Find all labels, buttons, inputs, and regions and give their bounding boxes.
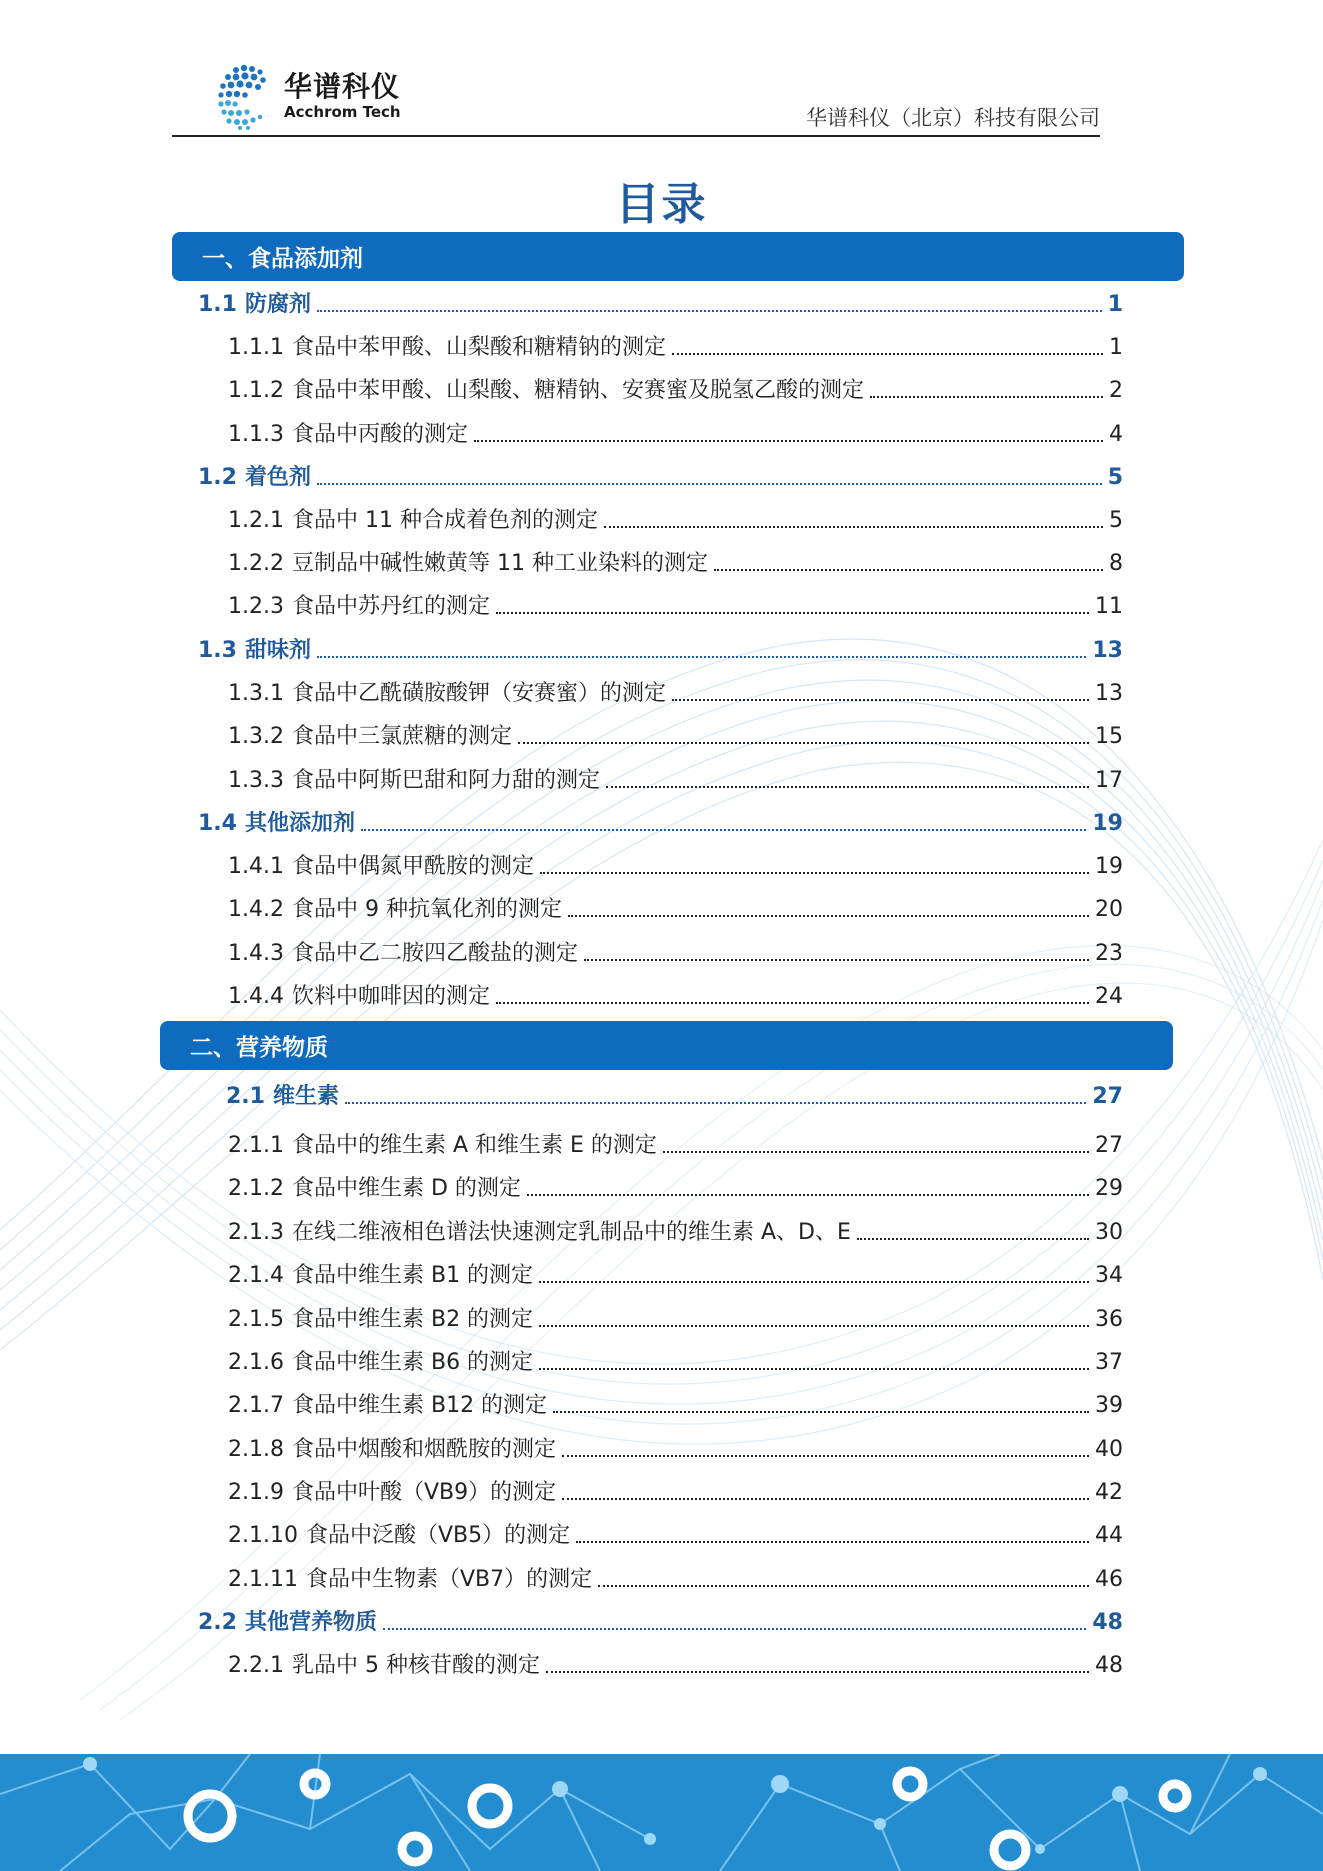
footer-network-decoration	[0, 1754, 1323, 1871]
toc-entry-title: 甜味剂	[244, 638, 311, 663]
toc-dot-leader	[361, 829, 1086, 831]
toc-entry-number: 1.3.3	[228, 768, 284, 793]
toc-entry-title: 食品中乙酰磺胺酸钾（安赛蜜）的测定	[291, 681, 666, 706]
toc-page-number: 39	[1095, 1393, 1123, 1418]
toc-entry-1-1-2[interactable]	[228, 372, 1123, 406]
logo-english-name: Acchrom Tech	[284, 103, 401, 121]
toc-entry-number: 1.3.1	[228, 681, 284, 706]
toc-entry-2-1-10[interactable]	[228, 1517, 1123, 1551]
toc-entry-2-1-8[interactable]	[228, 1431, 1123, 1465]
toc-entry-2-1-4[interactable]	[228, 1257, 1123, 1291]
section-header-nutrients	[160, 1021, 1173, 1070]
toc-dot-leader	[604, 526, 1103, 528]
toc-page-number: 19	[1095, 854, 1123, 879]
toc-entry-2-1-6[interactable]	[228, 1344, 1123, 1378]
toc-page-number: 20	[1095, 897, 1123, 922]
toc-entry-2-1-9[interactable]	[228, 1474, 1123, 1508]
section-header-food-additives	[172, 232, 1184, 281]
toc-entry-title: 食品中维生素 B2 的测定	[291, 1307, 534, 1332]
toc-entry-1-3-3[interactable]	[228, 762, 1123, 796]
toc-entry-number: 2.1.2	[228, 1176, 284, 1201]
toc-entry-1-4-3[interactable]	[228, 935, 1123, 969]
toc-entry-title: 食品中维生素 B1 的测定	[291, 1263, 534, 1288]
toc-page-number: 29	[1095, 1176, 1123, 1201]
toc-dot-leader	[584, 959, 1089, 961]
logo-chinese-name: 华谱科仪	[284, 70, 401, 103]
toc-entry-1-4-2[interactable]	[228, 891, 1123, 925]
toc-entry-1-4-1[interactable]	[228, 848, 1123, 882]
toc-entry-1-3-1[interactable]	[228, 675, 1123, 709]
toc-entry-number: 1.4.2	[228, 897, 284, 922]
toc-entry-1-1-3[interactable]	[228, 416, 1123, 450]
toc-entry-1-1[interactable]	[198, 286, 1123, 320]
toc-entry-number: 2.1	[226, 1084, 265, 1109]
toc-page-number: 17	[1095, 768, 1123, 793]
toc-entry-1-3[interactable]	[198, 632, 1123, 666]
toc-entry-2-1-5[interactable]	[228, 1301, 1123, 1335]
toc-entry-number: 1.1.2	[228, 378, 284, 403]
toc-dot-leader	[317, 656, 1086, 658]
toc-page-number: 46	[1095, 1567, 1123, 1592]
toc-entry-number: 1.4	[198, 811, 237, 836]
toc-entry-title: 防腐剂	[244, 292, 311, 317]
toc-page-number: 37	[1095, 1350, 1123, 1375]
toc-page-number: 40	[1095, 1437, 1123, 1462]
toc-page-number: 5	[1107, 465, 1123, 490]
company-logo	[214, 62, 401, 130]
toc-entry-number: 1.2.2	[228, 551, 284, 576]
toc-dot-leader	[663, 1151, 1089, 1153]
toc-entry-number: 1.1.1	[228, 335, 284, 360]
toc-entry-number: 2.1.4	[228, 1263, 284, 1288]
toc-page-number: 13	[1095, 681, 1123, 706]
toc-entry-title: 食品中三氯蔗糖的测定	[291, 724, 512, 749]
toc-entry-title: 食品中阿斯巴甜和阿力甜的测定	[291, 768, 600, 793]
toc-page-number: 15	[1095, 724, 1123, 749]
toc-dot-leader	[857, 1238, 1089, 1240]
page-header	[172, 58, 1100, 138]
toc-dot-leader	[672, 353, 1103, 355]
toc-dot-leader	[568, 915, 1089, 917]
toc-entry-title: 其他添加剂	[244, 811, 355, 836]
toc-entry-2-1[interactable]	[226, 1078, 1123, 1112]
section-label: 一、食品添加剂	[202, 246, 363, 272]
toc-page-number: 23	[1095, 941, 1123, 966]
toc-entry-1-4-4[interactable]	[228, 978, 1123, 1012]
toc-entry-number: 2.1.3	[228, 1220, 284, 1245]
logo-globe-icon	[214, 62, 276, 130]
toc-dot-leader	[606, 786, 1089, 788]
toc-page-number: 48	[1092, 1610, 1123, 1635]
toc-entry-1-1-1[interactable]	[228, 329, 1123, 363]
toc-entry-title: 食品中烟酸和烟酰胺的测定	[291, 1437, 556, 1462]
toc-entry-number: 2.1.5	[228, 1307, 284, 1332]
toc-page-number: 27	[1092, 1084, 1123, 1109]
toc-dot-leader	[553, 1411, 1089, 1413]
toc-page-number: 27	[1095, 1133, 1123, 1158]
toc-entry-number: 1.4.1	[228, 854, 284, 879]
toc-page-number: 8	[1109, 551, 1123, 576]
toc-entry-title: 食品中丙酸的测定	[291, 422, 468, 447]
toc-entry-number: 1.3.2	[228, 724, 284, 749]
toc-dot-leader	[527, 1194, 1089, 1196]
section-label: 二、营养物质	[190, 1035, 328, 1061]
toc-page-number: 4	[1109, 422, 1123, 447]
toc-entry-number: 1.4.3	[228, 941, 284, 966]
toc-entry-title: 乳品中 5 种核苷酸的测定	[291, 1653, 540, 1678]
toc-dot-leader	[576, 1541, 1089, 1543]
toc-entry-number: 2.1.9	[228, 1480, 284, 1505]
toc-dot-leader	[317, 310, 1102, 312]
toc-entry-1-4[interactable]	[198, 805, 1123, 839]
toc-entry-2-1-1[interactable]	[228, 1127, 1123, 1161]
toc-entry-title: 食品中维生素 D 的测定	[291, 1176, 521, 1201]
toc-entry-1-2[interactable]	[198, 459, 1123, 493]
toc-entry-title: 食品中泛酸（VB5）的测定	[305, 1523, 571, 1548]
toc-dot-leader	[540, 872, 1089, 874]
toc-entry-title: 食品中叶酸（VB9）的测定	[291, 1480, 557, 1505]
toc-entry-number: 2.1.10	[228, 1523, 298, 1548]
toc-entry-number: 1.1	[198, 292, 237, 317]
toc-dot-leader	[562, 1455, 1089, 1457]
toc-entry-title: 饮料中咖啡因的测定	[291, 984, 490, 1009]
toc-dot-leader	[870, 396, 1103, 398]
toc-entry-2-2[interactable]	[198, 1604, 1123, 1638]
toc-entry-2-1-2[interactable]	[228, 1170, 1123, 1204]
toc-page-number: 44	[1095, 1523, 1123, 1548]
toc-entry-number: 1.3	[198, 638, 237, 663]
toc-entry-number: 1.2.1	[228, 508, 284, 533]
toc-dot-leader	[496, 1002, 1089, 1004]
toc-page-number: 30	[1095, 1220, 1123, 1245]
toc-dot-leader	[518, 742, 1089, 744]
toc-dot-leader	[345, 1102, 1086, 1104]
toc-entry-title: 食品中 11 种合成着色剂的测定	[291, 508, 598, 533]
toc-page-number: 34	[1095, 1263, 1123, 1288]
toc-page-number: 36	[1095, 1307, 1123, 1332]
toc-entry-title: 豆制品中碱性嫩黄等 11 种工业染料的测定	[291, 551, 708, 576]
toc-dot-leader	[317, 483, 1102, 485]
toc-dot-leader	[496, 612, 1089, 614]
toc-entry-title: 食品中维生素 B12 的测定	[291, 1393, 548, 1418]
toc-entry-number: 2.1.1	[228, 1133, 284, 1158]
toc-dot-leader	[474, 440, 1103, 442]
toc-entry-title: 食品中苏丹红的测定	[291, 594, 490, 619]
toc-page-number: 24	[1095, 984, 1123, 1009]
toc-entry-title: 其他营养物质	[244, 1610, 377, 1635]
toc-entry-title: 着色剂	[244, 465, 311, 490]
toc-dot-leader	[562, 1498, 1089, 1500]
toc-entry-number: 1.1.3	[228, 422, 284, 447]
toc-entry-number: 2.1.11	[228, 1567, 298, 1592]
toc-entry-number: 2.1.7	[228, 1393, 284, 1418]
toc-page-number: 5	[1109, 508, 1123, 533]
toc-entry-number: 2.1.8	[228, 1437, 284, 1462]
toc-dot-leader	[672, 699, 1089, 701]
toc-dot-leader	[546, 1671, 1089, 1673]
toc-page-number: 1	[1107, 292, 1123, 317]
toc-entry-1-2-3[interactable]	[228, 588, 1123, 622]
toc-page-number: 2	[1109, 378, 1123, 403]
toc-entry-1-3-2[interactable]	[228, 718, 1123, 752]
toc-dot-leader	[598, 1585, 1089, 1587]
toc-entry-title: 在线二维液相色谱法快速测定乳制品中的维生素 A、D、E	[291, 1220, 851, 1245]
header-divider	[172, 135, 1100, 137]
toc-entry-title: 食品中的维生素 A 和维生素 E 的测定	[291, 1133, 657, 1158]
toc-page-number: 1	[1109, 335, 1123, 360]
toc-entry-title: 食品中 9 种抗氧化剂的测定	[291, 897, 562, 922]
toc-entry-number: 1.4.4	[228, 984, 284, 1009]
toc-page-number: 13	[1092, 638, 1123, 663]
toc-entry-number: 1.2	[198, 465, 237, 490]
toc-entry-title: 食品中苯甲酸、山梨酸、糖精钠、安赛蜜及脱氢乙酸的测定	[291, 378, 864, 403]
toc-dot-leader	[714, 569, 1103, 571]
toc-entry-2-1-3[interactable]	[228, 1214, 1123, 1248]
toc-entry-title: 维生素	[272, 1084, 339, 1109]
company-name: 华谱科仪（北京）科技有限公司	[806, 106, 1100, 130]
toc-entry-number: 2.1.6	[228, 1350, 284, 1375]
toc-entry-title: 食品中生物素（VB7）的测定	[305, 1567, 593, 1592]
toc-entry-title: 食品中乙二胺四乙酸盐的测定	[291, 941, 578, 966]
toc-page-number: 11	[1095, 594, 1123, 619]
toc-entry-2-1-11[interactable]	[228, 1561, 1123, 1595]
toc-page-number: 48	[1095, 1653, 1123, 1678]
toc-entry-2-2-1[interactable]	[228, 1647, 1123, 1681]
toc-entry-number: 2.2.1	[228, 1653, 284, 1678]
toc-entry-number: 1.2.3	[228, 594, 284, 619]
toc-dot-leader	[383, 1628, 1086, 1630]
toc-entry-1-2-2[interactable]	[228, 545, 1123, 579]
toc-page-number: 19	[1092, 811, 1123, 836]
page-title: 目录	[615, 179, 708, 230]
toc-entry-title: 食品中维生素 B6 的测定	[291, 1350, 534, 1375]
toc-dot-leader	[539, 1281, 1089, 1283]
toc-page-number: 42	[1095, 1480, 1123, 1505]
toc-entry-1-2-1[interactable]	[228, 502, 1123, 536]
toc-entry-title: 食品中苯甲酸、山梨酸和糖精钠的测定	[291, 335, 666, 360]
toc-dot-leader	[539, 1368, 1089, 1370]
toc-entry-title: 食品中偶氮甲酰胺的测定	[291, 854, 534, 879]
toc-entry-2-1-7[interactable]	[228, 1387, 1123, 1421]
toc-entry-number: 2.2	[198, 1610, 237, 1635]
toc-dot-leader	[539, 1325, 1089, 1327]
